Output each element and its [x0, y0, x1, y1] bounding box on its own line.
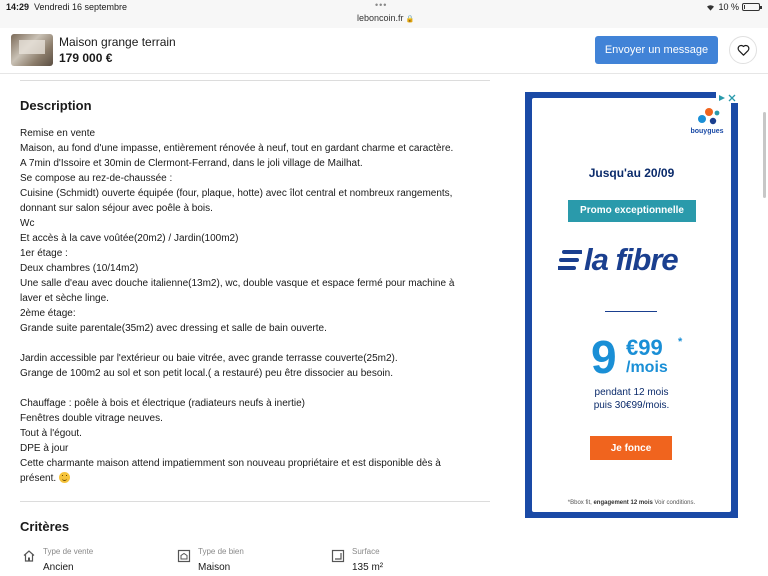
listing-thumbnail[interactable] [11, 34, 53, 66]
description-heading: Description [20, 98, 92, 113]
ad-info-icon [718, 94, 726, 102]
criteria-value: Maison [198, 562, 231, 573]
ad-price-period: /mois [626, 359, 668, 376]
bouygues-logo-icon [687, 104, 727, 128]
description-line: laver et sèche linge. [20, 293, 109, 304]
description-line: Et accès à la cave voûtée(20m2) / Jardin(100m2) [20, 233, 239, 244]
status-time: 14:29 [6, 2, 30, 12]
ad-fine-bold: engagement 12 mois [593, 500, 653, 506]
listing-title: Maison grange terrain [59, 35, 176, 49]
ios-status-bar [0, 0, 768, 28]
status-indicators [706, 2, 760, 12]
description-line: Remise en vente [20, 128, 96, 139]
ad-product-name: la fibre [584, 242, 678, 277]
description-text [20, 126, 485, 486]
description-line: Cette charmante maison attend impatiemment son nouveau propriétaire et est disponible dès à [20, 458, 441, 469]
page-scrollbar[interactable] [763, 112, 766, 198]
description-line [20, 336, 485, 351]
description-line: Tout à l'égout. [20, 428, 82, 439]
description-line: 2ème étage: [20, 308, 76, 319]
description-line: donnant sur salon séjour avec poêle à bois. [20, 203, 213, 214]
ad-fine-print [532, 500, 731, 506]
tab-dots-icon[interactable]: ••• [375, 0, 388, 10]
description-line: A 7min d'Issoire et 30min de Clermont-Ferrand, dans le joli village de Mailhat. [20, 158, 363, 169]
ad-choices[interactable] [716, 92, 738, 103]
description-line: Jardin accessible par l'extérieur ou baie vitrée, avec grande terrasse couverte(25m2). [20, 353, 398, 364]
section-divider [20, 80, 490, 81]
criteria-value: Ancien [43, 562, 74, 573]
description-line: Chauffage : poêle à bois et électrique (radiateurs neufs à inertie) [20, 398, 305, 409]
criteria-label: Surface [352, 547, 380, 556]
battery-level [744, 5, 745, 9]
description-line: Une salle d'eau avec douche italienne(13m2), wc, double vasque et espace fermé pour machine à [20, 278, 455, 289]
ad-content [532, 98, 731, 512]
heart-icon [737, 44, 750, 56]
ad-separator [605, 311, 657, 312]
ad-fine-text: *Bbox fit, [567, 500, 592, 506]
send-message-button[interactable]: Envoyer un message [595, 36, 718, 64]
ad-condition: puis 30€99/mois. [593, 400, 670, 411]
ad-price-decimal: €99 [626, 335, 663, 360]
criteria-value: 135 m² [352, 562, 384, 573]
description-line: DPE à jour [20, 443, 69, 454]
address-bar[interactable] [357, 13, 414, 23]
wink-emoji-icon [59, 472, 70, 483]
ad-promo-badge: Promo exceptionnelle [568, 200, 696, 222]
ad-product [558, 242, 718, 282]
house-icon [22, 549, 36, 563]
criteria-label: Type de bien [198, 547, 244, 556]
listing-price: 179 000 € [59, 51, 113, 65]
description-line: Fenêtres double vitrage neuves. [20, 413, 163, 424]
ad-deadline: Jusqu'au 20/09 [588, 166, 675, 180]
description-line [20, 381, 485, 396]
description-line: Grande suite parentale(35m2) avec dressing et salle de bain ouverte. [20, 323, 327, 334]
battery-percent: 10 % [718, 2, 739, 12]
criteria-label: Type de vente [43, 547, 94, 556]
brand-name: bouygues [690, 128, 724, 135]
section-divider [20, 501, 490, 502]
ad-price-integer: 9 [591, 331, 617, 383]
description-line: Wc [20, 218, 35, 229]
criteria-heading: Critères [20, 519, 70, 534]
description-line: Cuisine (Schmidt) ouverte équipée (four, plaque, hotte) avec îlot central et nombreux rangements, [20, 188, 453, 199]
ad-close-icon [728, 94, 736, 102]
listing-sticky-header [0, 28, 768, 74]
ad-cta-button[interactable]: Je fonce [590, 436, 672, 460]
ad-price-asterisk: * [678, 336, 683, 348]
lock-icon: 🔒 [405, 16, 415, 23]
property-type-icon [177, 549, 191, 563]
description-line: Deux chambres (10/14m2) [20, 263, 139, 274]
description-line: Grange de 100m2 au sol et son petit local.( a restauré) peu être dissocier au besoin. [20, 368, 393, 379]
battery-icon [742, 3, 760, 11]
ad-fine-link[interactable]: Voir conditions. [654, 500, 696, 506]
ad-condition: pendant 12 mois [594, 387, 669, 398]
description-line-text: présent. [20, 473, 57, 484]
description-line: Se compose au rez-de-chaussée : [20, 173, 173, 184]
description-line: 1er étage : [20, 248, 68, 259]
advertisement-banner[interactable] [525, 92, 738, 518]
wifi-icon [706, 4, 715, 11]
bouygues-logo [687, 104, 727, 140]
url-text: leboncoin.fr [357, 13, 404, 23]
description-line [20, 471, 485, 486]
speed-lines-icon [558, 250, 582, 272]
status-date: Vendredi 16 septembre [34, 2, 128, 12]
favorite-button[interactable] [729, 36, 757, 64]
surface-icon [331, 549, 345, 563]
description-line: Maison, au fond d'une impasse, entièrement rénovée à neuf, tout en gardant charme et caractère. [20, 143, 454, 154]
